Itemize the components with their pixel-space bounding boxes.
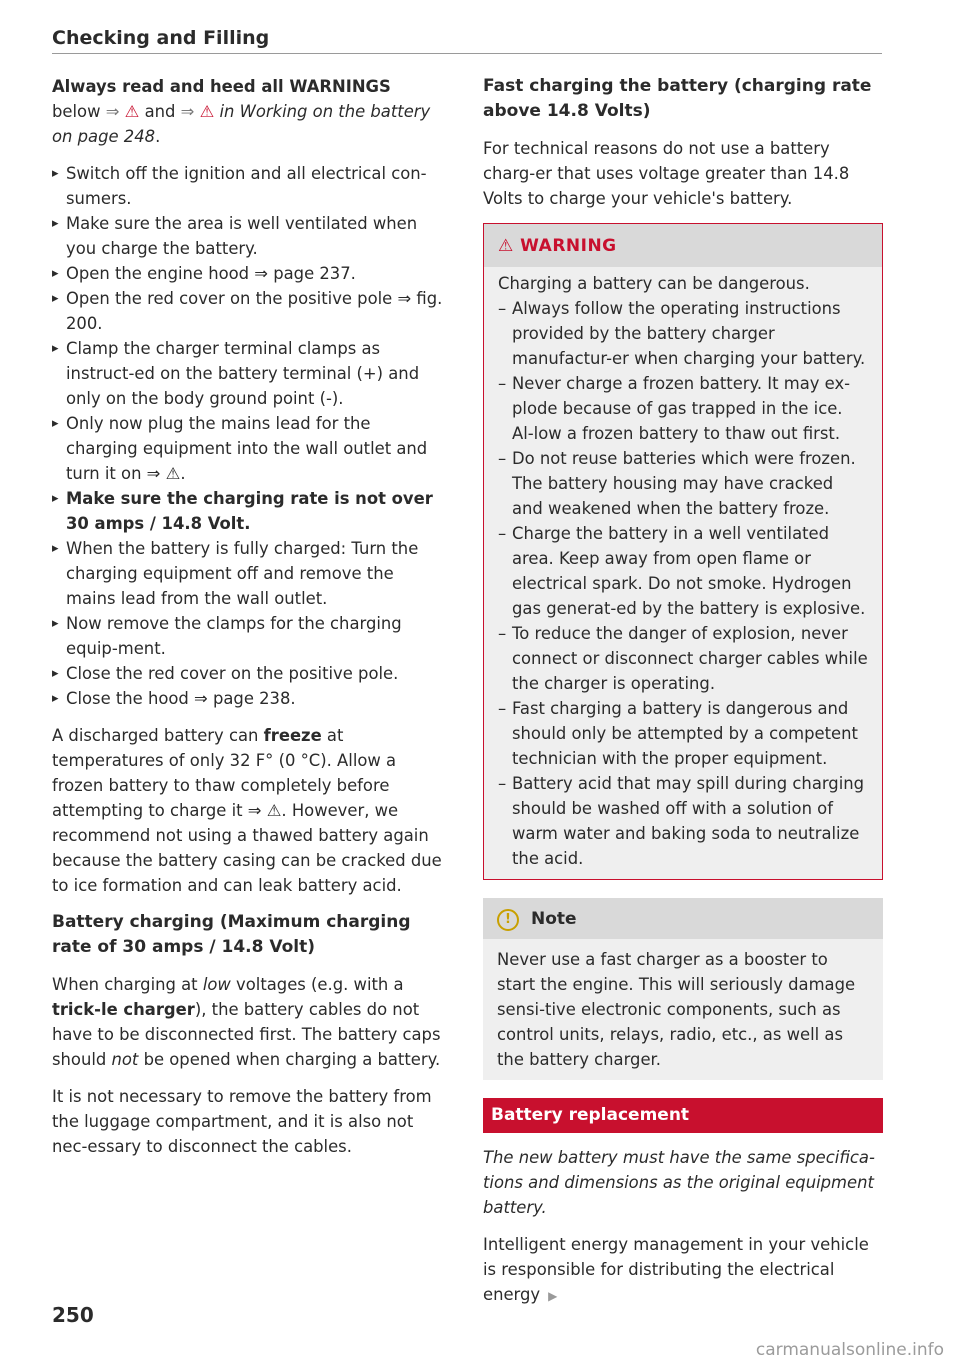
note-body: Never use a fast charger as a booster to start the engine. This will seriously damage sensi-tive electronic components, such as control units, relays, radio, etc., as well as the battery charger. (483, 939, 883, 1080)
step-item: ▸ When the battery is fully charged: Turn the charging equipment off and remove the mains lead from the wall outlet. (52, 536, 444, 611)
trickle-paragraph (52, 972, 444, 1072)
step-item: ▸ Close the red cover on the positive pole. (52, 661, 444, 686)
intro-below: below (52, 102, 101, 121)
warning-item: – Charge the battery in a well ventilated area. Keep away from open flame or electrical spark. Do not smoke. Hydrogen gas generat-ed by the battery is explosive. (498, 521, 868, 621)
section-title-bar: Battery replacement (483, 1098, 883, 1133)
warning-item: – Always follow the operating instructions provided by the battery charger manufactur-er when charging your battery. (498, 296, 868, 371)
intro-bold: Always read and heed all WARNINGS (52, 77, 391, 96)
energy-paragraph (483, 1232, 883, 1309)
warning-item: – Never charge a frozen battery. It may ex-plode because of gas trapped in the ice. Al-low a frozen battery to thaw out first. (498, 371, 868, 446)
step-item-emphasis: ▸ Make sure the charging rate is not over 30 amps / 14.8 Volt. (52, 486, 444, 536)
warning-box (483, 223, 883, 880)
note-title: Note (531, 909, 577, 929)
watermark: carmanualsonline.info (755, 1340, 944, 1360)
arrow-icon: ⇒ (105, 102, 120, 121)
note-box (483, 898, 883, 1080)
warning-title: WARNING (520, 236, 617, 256)
charging-steps-list (52, 161, 444, 711)
warning-item: – Do not reuse batteries which were frozen. The battery housing may have cracked and weakened when the battery froze. (498, 446, 868, 521)
fast-charging-paragraph: For technical reasons do not use a battery charg-er that uses voltage greater than 14.8 Volts to charge your vehicle's battery. (483, 139, 850, 208)
warning-item: – To reduce the danger of explosion, never connect or disconnect charger cables while the charger is operating. (498, 621, 868, 696)
intro-reference-link[interactable]: in Working on the battery on page 248 (52, 102, 431, 146)
freeze-paragraph (52, 723, 444, 898)
step-item: ▸ Open the red cover on the positive pole ⇒ fig. 200. (52, 286, 444, 336)
battery-charging-heading: Battery charging (Maximum charging rate of 30 amps / 14.8 Volt) (52, 912, 411, 957)
freeze-bold: freeze (263, 726, 322, 745)
step-item: ▸ Close the hood ⇒ page 238. (52, 686, 444, 711)
intro-and: and (139, 102, 181, 121)
warning-triangle-icon: ⚠ (199, 102, 215, 121)
trickle-ital-not: not (111, 1050, 139, 1069)
step-item: ▸ Make sure the area is well ventilated when you charge the battery. (52, 211, 444, 261)
remove-paragraph: It is not necessary to remove the battery from the luggage compartment, and it is also not nec-essary to disconnect the cables. (52, 1087, 432, 1156)
step-item: ▸ Now remove the clamps for the charging equip-ment. (52, 611, 444, 661)
warning-item: – Fast charging a battery is dangerous and should only be attempted by a competent technician with the proper equipment. (498, 696, 868, 771)
warning-body (484, 267, 882, 879)
trickle-text-b: voltages (e.g. with a (230, 975, 404, 994)
warning-intro: Charging a battery can be dangerous. (498, 274, 810, 293)
note-header (483, 898, 883, 939)
info-circle-icon: ! (497, 909, 519, 931)
trickle-bold: trick-le charger (52, 1000, 195, 1019)
right-column (483, 74, 883, 1321)
warning-triangle-icon: ⚠ (498, 236, 514, 256)
page-number: 250 (52, 1303, 94, 1327)
warning-item: – Battery acid that may spill during charging should be washed off with a solution of warm water and baking soda to neutralize the acid. (498, 771, 868, 871)
step-item: ▸ Only now plug the mains lead for the charging equipment into the wall outlet and turn it on ⇒ ⚠. (52, 411, 444, 486)
fast-charging-heading: Fast charging the battery (charging rate above 14.8 Volts) (483, 76, 872, 121)
freeze-text-b: at temperatures of only 32 F° (0 °C). Allow a frozen battery to thaw completely before attempting to charge it ⇒ ⚠. However, we recommend not using a thawed battery again because the battery casing can be cracked due to ice formation and can leak battery acid. (52, 726, 442, 895)
trickle-text-a: When charging at (52, 975, 203, 994)
warning-list (498, 296, 868, 871)
trickle-ital-low: low (202, 975, 231, 994)
trickle-text-c: ), the battery cables do not have to be disconnected first. The battery caps should (52, 1000, 441, 1069)
freeze-text-a: A discharged battery can (52, 726, 264, 745)
step-item: ▸ Open the engine hood ⇒ page 237. (52, 261, 444, 286)
arrow-icon: ⇒ (180, 102, 195, 121)
page-header-title: Checking and Filling (52, 27, 270, 49)
warning-header (484, 224, 882, 267)
step-item: ▸ Switch off the ignition and all electrical con-sumers. (52, 161, 444, 211)
intro-end: . (155, 127, 161, 146)
left-column (52, 74, 444, 1171)
replacement-intro: The new battery must have the same specifica-tions and dimensions as the original equipment battery. (483, 1148, 875, 1217)
header-divider (52, 53, 882, 54)
continue-arrow-icon: ▶ (548, 1289, 558, 1303)
warning-triangle-icon: ⚠ (124, 102, 140, 121)
step-item: ▸ Clamp the charger terminal clamps as instruct-ed on the battery terminal (+) and only on the body ground point (-). (52, 336, 444, 411)
intro-paragraph (52, 74, 444, 149)
trickle-text-d: be opened when charging a battery. (138, 1050, 441, 1069)
energy-text: Intelligent energy management in your vehicle is responsible for distributing the electrical energy (483, 1235, 869, 1304)
